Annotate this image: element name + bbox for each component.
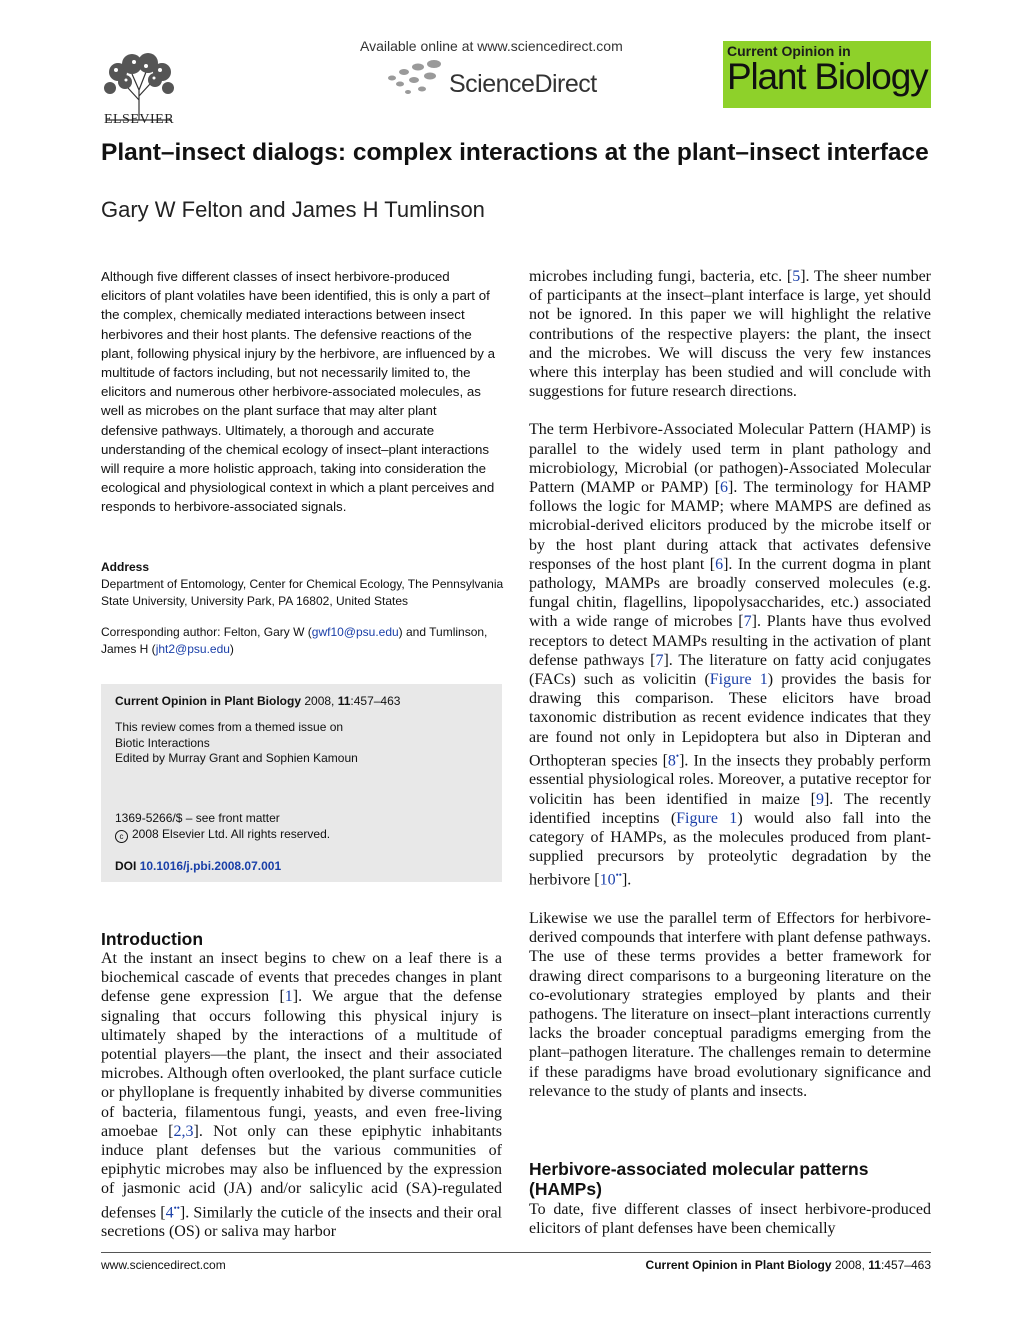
footer-website: www.sciencedirect.com [101, 1258, 226, 1272]
reference-importance-mark: •• [173, 1202, 180, 1213]
intro-text: ]. Not only can these epiphytic inhabitants induce plant defenses but the various communities of epiphytic microbes may also be influenced by the expression of jasmonic acid (JA) and/or salicylic acid (SA)-regulated defenses [ [101, 1122, 502, 1221]
article-info-box [101, 684, 502, 882]
body-text: ]. The sheer number of participants at the insect–plant interface is large, yet should not be ignored. In this paper we will highlight the relative contributions of the respective players: the plant, the insect and the microbes. We will discuss the very few instances where this interplay has been studied and will conclude with suggestions for future research directions. [529, 268, 931, 401]
body-text: ]. The recently identified inceptins ( [529, 790, 932, 827]
body-text: ]. Plants have thus evolved receptors to detect MAMPs resulting in the activation of plant defense pathways [ [529, 613, 932, 669]
intro-text: ]. Similarly the cuticle of the insects and their oral secretions (OS) or saliva may harbor [101, 1203, 502, 1241]
address-label: Address [101, 560, 150, 574]
article-title: Plant–insect dialogs: complex interactions at the plant–insect interface [101, 139, 929, 166]
body-text: microbes including fungi, bacteria, etc. [ [529, 268, 793, 285]
body-text: ]. In the current dogma in plant pathology, MAMPs are broadly conserved molecules (e.g. fungal chitin, flagellins, lipopolysaccharides, etc.) associated with a wide range of microbes [ [529, 555, 931, 631]
hamps-heading: Herbivore-associated molecular patterns (HAMPs) [529, 1159, 869, 1199]
corresponding-prefix: Corresponding author: Felton, Gary W ( [101, 625, 312, 639]
copyright-line [115, 827, 330, 843]
citation-line [115, 694, 400, 709]
paragraph [529, 420, 931, 890]
copyright-icon: c [115, 830, 128, 843]
journal-banner-line1: Current Opinion in [727, 43, 851, 59]
reference-link[interactable]: 10 [599, 871, 616, 889]
issue-line1: This review comes from a themed issue on [115, 720, 344, 734]
reference-link[interactable]: 8 [667, 752, 676, 770]
reference-link[interactable]: 7 [743, 613, 752, 631]
publisher-name: ELSEVIER [103, 112, 175, 127]
reference-link[interactable]: 6 [720, 479, 729, 497]
figure-link[interactable]: Figure 1 [676, 809, 738, 827]
body-text: ) provides the basis for drawing this comparison. These elicitors have broad taxonomic distribution as recent evidence indicates that they are found not only in Lepidoptera but also in Dipteran and Orthopteran species [ [529, 671, 931, 770]
issue-editors: Edited by Murray Grant and Sophien Kamoun [115, 751, 358, 765]
corresponding-author [101, 624, 506, 658]
introduction-heading: Introduction [101, 929, 204, 949]
citation-pages: :457–463 [350, 694, 401, 708]
reference-importance-mark: • [675, 750, 680, 761]
footer-volume: 11 [868, 1258, 881, 1272]
corresponding-suffix: ) [229, 642, 234, 656]
citation-volume: 11 [337, 694, 351, 708]
corresponding-middle: ) and Tumlinson, James H ( [101, 625, 488, 656]
reference-link[interactable]: 1 [284, 988, 293, 1006]
footer-divider [101, 1252, 931, 1253]
footer-citation [646, 1258, 931, 1272]
doi-line [115, 859, 281, 874]
citation-journal: Current Opinion in Plant Biology [115, 694, 301, 708]
body-text: ]. In the insects they probably perform essential physiological roles. Moreover, a putative receptor for volicitin has been identified in maize [ [529, 752, 932, 808]
right-column-body [529, 267, 931, 1101]
available-online-text: Available online at www.sciencedirect.com [360, 38, 623, 54]
intro-text: ]. We argue that the defense signaling that occurs following this physical injury is ultimately shaped by the interactions of a multitude of potential players—the plant, the insect and their associated microbes. Although often overlooked, the plant surface cuticle or phylloplane is frequently inhabited by diverse communities of bacteria, filamentous fungi, yeasts, and even free-living amoebae [ [101, 988, 502, 1140]
abstract: Although five different classes of insect herbivore-produced elicitors of plant volatiles have been identified, this is only a part of the complex, chemically mediated interactions between insect herbivores and their host plants. The defensive reactions of the plant, following physical injury by the herbivore, are influenced by a multitude of factors including, but not necessarily limited to, the elicitors and numerous other herbivore-associated molecules, as well as microbes on the plant surface that may alter plant defensive pathways. Ultimately, a thorough and accurate understanding of the chemical ecology of insect–plant interactions will require a more holistic approach, taking into consideration the ecological and physiological context in which a plant perceives and responds to herbivore-associated signals. [101, 269, 495, 515]
paragraph [529, 267, 931, 401]
article-authors: Gary W Felton and James H Tumlinson [101, 197, 485, 222]
paragraph: Likewise we use the parallel term of Effectors for herbivore-derived compounds that interfere with plant defense pathways. The use of these terms provides a better framework for drawing direct comparisons to a burgeoning literature on the co-evolutionary strategies employed by plants and their pathogens. The literature on insect–plant interactions currently lacks the broader conceptual paradigms emerging from the plant–pathogen literature. The challenges remain to determine if these paradigms have broad evolutionary significance and relevance to the study of plants and insects. [529, 909, 931, 1100]
introduction-body [101, 949, 502, 1241]
copyright-text: 2008 Elsevier Ltd. All rights reserved. [132, 827, 331, 841]
reference-importance-mark: •• [615, 870, 622, 881]
intro-text: At the instant an insect begins to chew on a leaf there is a biochemical cascade of events that precedes changes in plant defense gene expression [ [101, 950, 502, 1006]
footer-year: 2008, [834, 1258, 865, 1272]
body-text: ]. The literature on fatty acid conjugates (FACs) such as volicitin ( [529, 651, 931, 689]
reference-link[interactable]: 4 [165, 1203, 174, 1221]
issue-line2: Biotic Interactions [115, 736, 210, 750]
reference-link[interactable]: 7 [655, 651, 664, 669]
reference-link[interactable]: 9 [815, 790, 824, 808]
footer-journal: Current Opinion in Plant Biology [645, 1258, 832, 1272]
body-text: ]. The terminology for HAMP follows the logic for MAMP; where MAMPS are defined as microbial-derived elicitors produced by the microbe itself or by the host plant during attack that activates defensive responses of the host plant [ [529, 479, 931, 573]
issn-line: 1369-5266/$ – see front matter [115, 811, 280, 825]
journal-banner [723, 41, 931, 108]
reference-link[interactable]: 2,3 [173, 1122, 194, 1140]
doi-link[interactable]: 10.1016/j.pbi.2008.07.001 [139, 859, 282, 873]
sciencedirect-wordmark: ScienceDirect [449, 70, 597, 98]
paragraph: To date, five different classes of insect herbivore-produced elicitors of plant defenses have been chemically [529, 1201, 931, 1238]
journal-banner-line2: Plant Biology [727, 56, 928, 97]
doi-label: DOI [115, 859, 137, 873]
reference-link[interactable]: 5 [792, 268, 801, 285]
body-text: ) would also fall into the category of HAMPs, as the molecules produced from plant-supplied precursors by proteolytic degradation by the herbivore [ [529, 809, 932, 889]
email-link-tumlinson[interactable]: jht2@psu.edu [155, 642, 230, 656]
body-text: The term Herbivore-Associated Molecular Pattern (HAMP) is parallel to the widely used term in plant pathology and microbiology, Microbial (or pathogen)-Associated Molecular Pattern (MAMP or PAMP) [ [529, 421, 931, 497]
citation-year: 2008, [304, 694, 335, 708]
address-text: Department of Entomology, Center for Chemical Ecology, The Pennsylvania State University, University Park, PA 16802, United States [101, 577, 504, 608]
reference-link[interactable]: 6 [715, 555, 724, 573]
hamps-body [529, 1200, 931, 1238]
footer-pages: :457–463 [880, 1258, 931, 1272]
email-link-felton[interactable]: gwf10@psu.edu [311, 625, 399, 639]
sciencedirect-dots-icon [386, 58, 448, 98]
figure-link[interactable]: Figure 1 [709, 671, 768, 689]
body-text: ]. [621, 871, 632, 889]
